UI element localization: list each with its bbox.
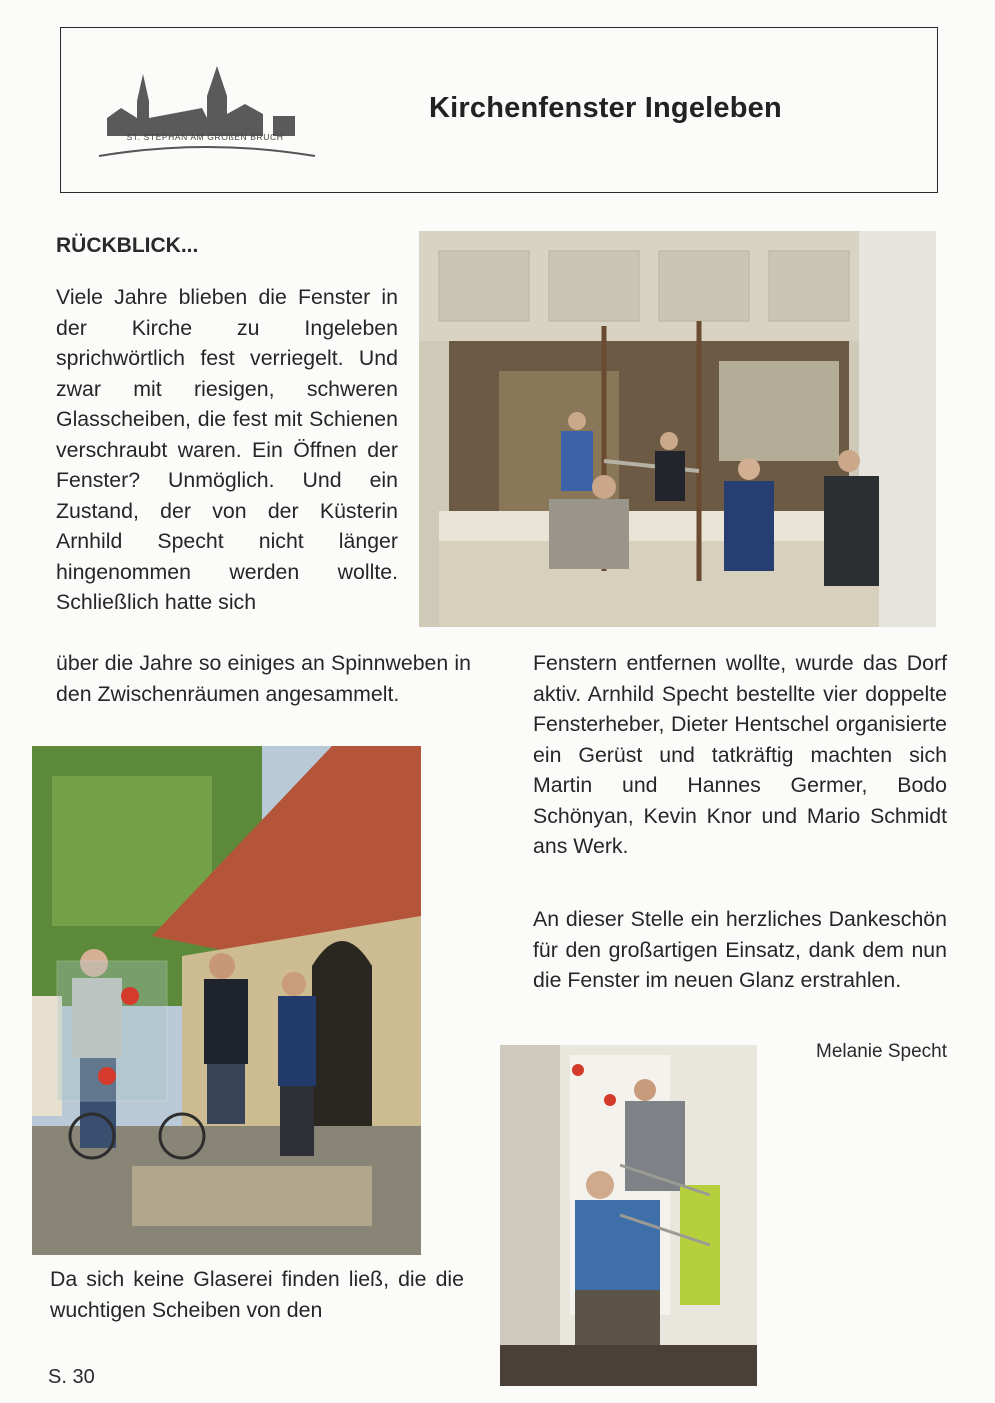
church-logo-icon [87, 56, 327, 176]
logo-text: ST. STEPHAN AM GROßEN BRUCH [126, 132, 284, 142]
article-paragraph-1 [56, 282, 398, 618]
article-paragraph-bottom [50, 1264, 464, 1325]
photo-carrying-glass [32, 746, 421, 1255]
article-paragraph-1-continued [56, 648, 471, 709]
paragraph-text: Da sich keine Glaserei finden ließ, die die wuchtigen Scheiben von den [50, 1267, 464, 1322]
paragraph-text: An dieser Stelle ein herzliches Dankeschön für den großartigen Einsatz, dank dem nun die Fenster im neuen Glanz erstrahlen. [533, 907, 947, 992]
page-title: Kirchenfenster Ingeleben [429, 92, 782, 124]
page-number: S. 30 [48, 1366, 95, 1388]
photo-window-installation [500, 1045, 757, 1386]
paragraph-text: Viele Jahre blieben die Fenster in der Kirche zu Ingeleben sprichwörtlich fest verriegelt. Und zwar mit riesigen, schweren Glasscheiben, die fest mit Schienen verschraubt waren. Ein Öffnen der Fenster? Unmöglich. Und ein Zustand, der von der Küsterin Arnhild Specht nicht länger hingenommen werden wollte. Schließlich hatte sich [56, 285, 398, 614]
article-paragraph-3 [533, 904, 947, 996]
paragraph-text: Fenstern entfernen wollte, wurde das Dorf aktiv. Arnhild Specht bestellte vier doppelte Fensterheber, Dieter Hentschel organisierte ein Gerüst und tatkräftig machten sich Martin und Hannes Germer, Bodo Schönyan, Kevin Knor und Mario Schmidt ans Werk. [533, 651, 947, 858]
photo-church-interior [419, 231, 936, 627]
author-name: Melanie Specht [816, 1041, 947, 1062]
article-heading: RÜCKBLICK... [56, 234, 199, 257]
header-box [60, 27, 938, 193]
paragraph-text: über die Jahre so einiges an Spinnweben in den Zwischenräumen angesammelt. [56, 651, 471, 706]
article-paragraph-2 [533, 648, 947, 862]
